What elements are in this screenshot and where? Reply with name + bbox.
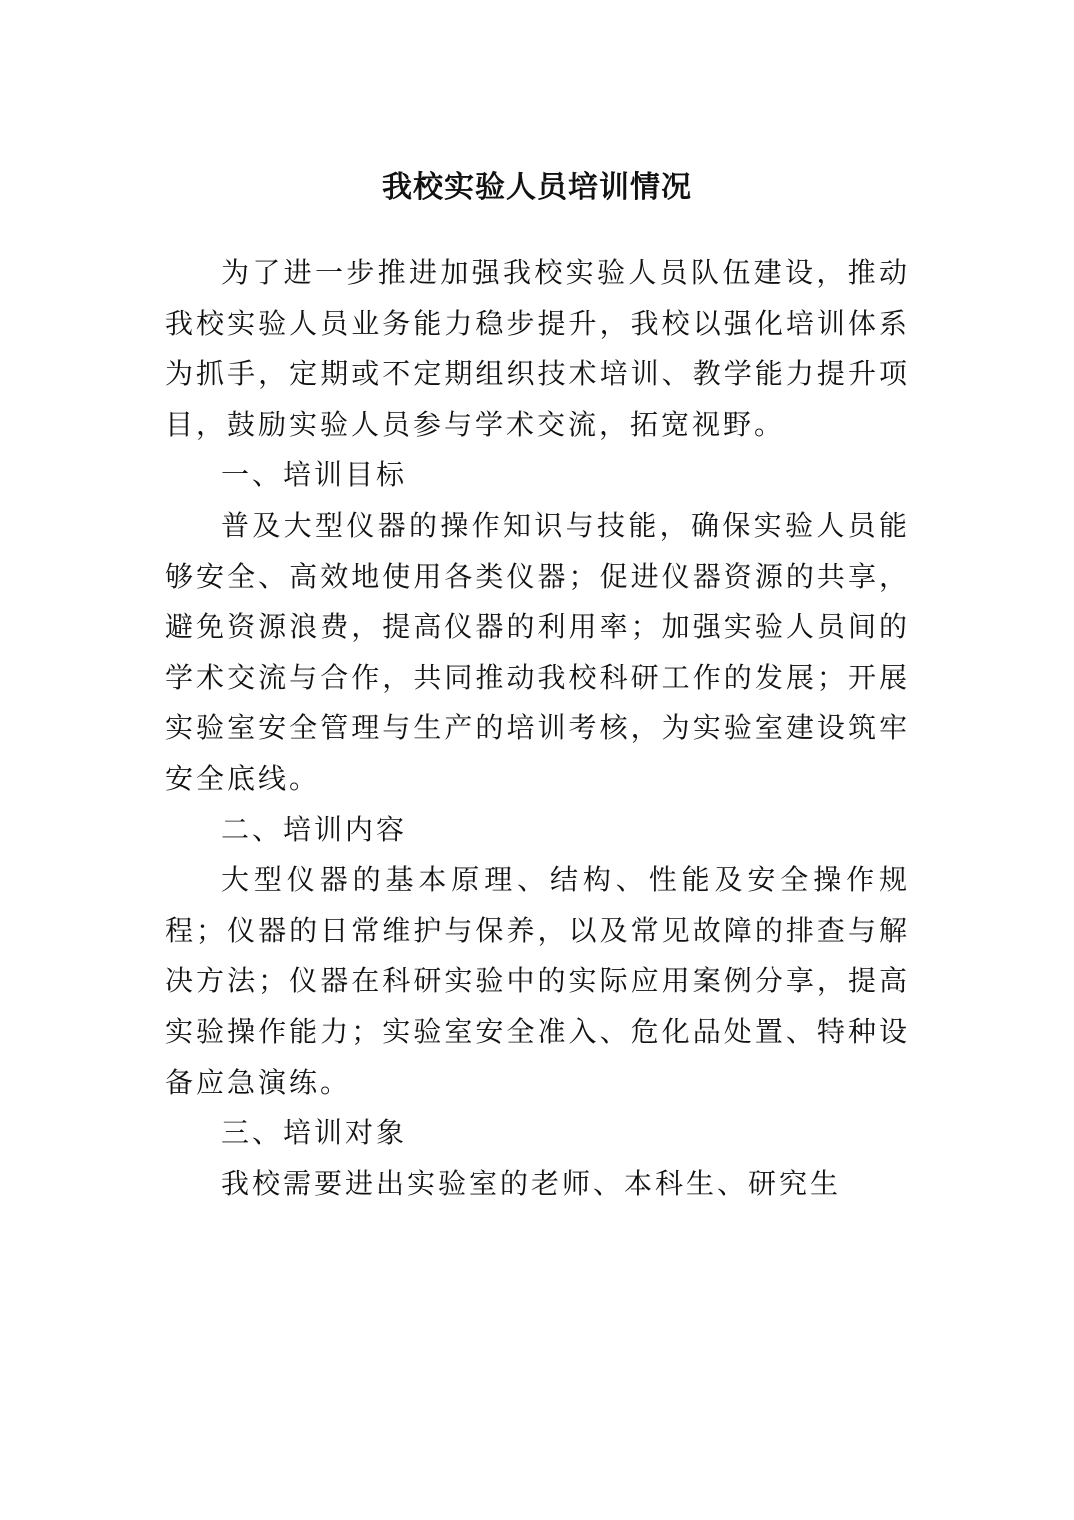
intro-paragraph: 为了进一步推进加强我校实验人员队伍建设，推动我校实验人员业务能力稳步提升，我校以强化培训体系为抓手，定期或不定期组织技术培训、教学能力提升项目，鼓励实验人员参与学术交流，拓宽视野。 — [165, 256, 910, 441]
section-text-audience: 我校需要进出实验室的老师、本科生、研究生 — [221, 1166, 842, 1200]
document-title: 我校实验人员培训情况 — [382, 170, 692, 205]
section-heading-goals: 一、培训目标 — [221, 458, 408, 492]
document-body — [165, 248, 910, 1209]
section-text-content: 大型仪器的基本原理、结构、性能及安全操作规程；仪器的日常维护与保养，以及常见故障的排查与解决方法；仪器在科研实验中的实际应用案例分享，提高实验操作能力；实验室安全准入、危化品处置、特种设备应急演练。 — [165, 863, 910, 1099]
section-heading-content: 二、培训内容 — [221, 812, 408, 846]
section-heading-audience: 三、培训对象 — [221, 1116, 408, 1150]
section-text-goals: 普及大型仪器的操作知识与技能，确保实验人员能够安全、高效地使用各类仪器；促进仪器资源的共享，避免资源浪费，提高仪器的利用率；加强实验人员间的学术交流与合作，共同推动我校科研工作的发展；开展实验室安全管理与生产的培训考核，为实验室建设筑牢安全底线。 — [165, 508, 910, 795]
